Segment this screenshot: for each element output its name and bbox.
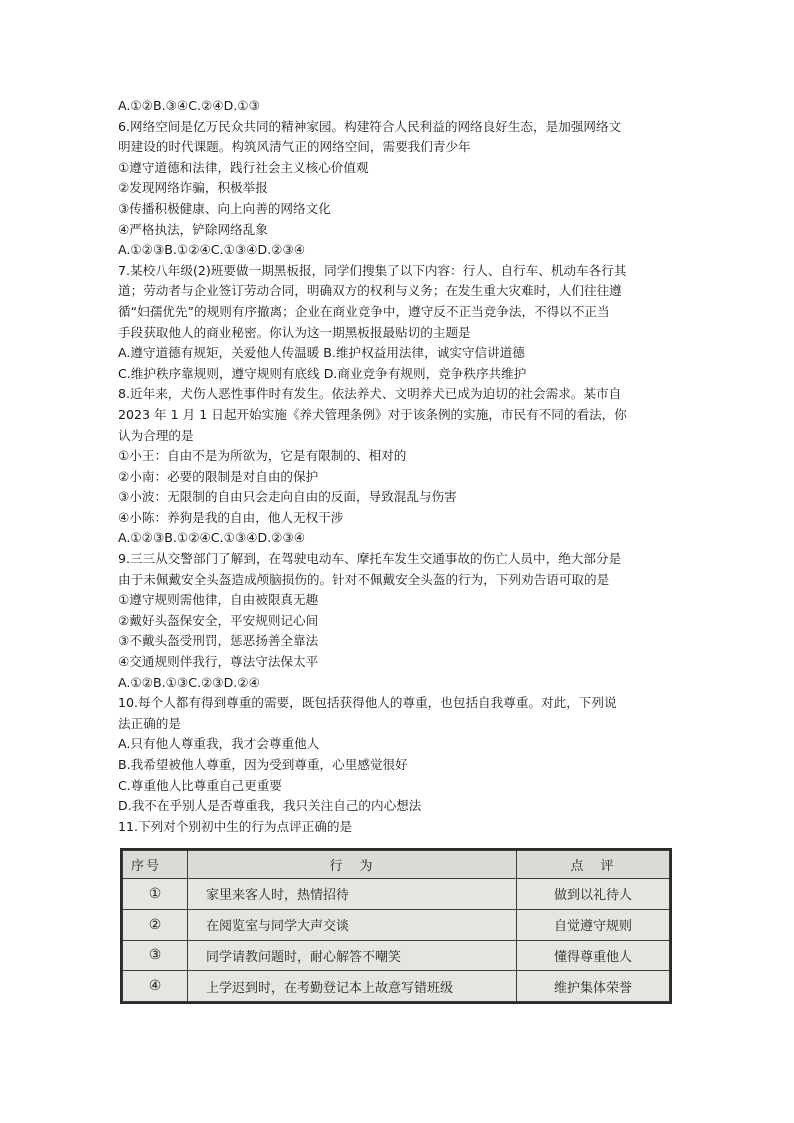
answer-options-line: A.①②B.①③C.②③D.②④ xyxy=(118,674,260,690)
statement-line: ③传播积极健康、向上向善的网络文化 xyxy=(118,200,331,216)
answer-options-line: A.①②③B.①②④C.①③④D.②③④ xyxy=(118,242,306,258)
answer-options-line: C.维护秩序靠规则，遵守规则有底线 D.商业竞争有规则，竞争秩序共维护 xyxy=(118,365,527,381)
statement-line: ①遵守规则需他律，自由被限真无趣 xyxy=(118,592,319,608)
table-header-row xyxy=(123,851,670,879)
answer-options-line: A.遵守道德有规矩，关爱他人传温暖 B.维护权益用法律，诚实守信讲道德 xyxy=(118,345,525,361)
table-row xyxy=(123,971,670,1002)
question-line: 8.近年来，犬伤人恶性事件时有发生。依法养犬、文明养犬已成为迫切的社会需求。某市自 xyxy=(118,386,622,402)
answer-options-line: D.我不在乎别人是否尊重我，我只关注自己的内心想法 xyxy=(118,798,422,814)
question-line: 10.每个人都有得到尊重的需要，既包括获得他人的尊重，也包括自我尊重。对此，下列说 xyxy=(118,695,617,711)
statement-line: ③小波：无限制的自由只会走向自由的反面，导致混乱与伤害 xyxy=(118,489,457,505)
question-line: 道；劳动者与企业签订劳动合同，明确双方的权利与义务；在发生重大灾难时，人们往往遵 xyxy=(118,283,622,299)
header-index: 序号 xyxy=(123,851,188,879)
row-index: ② xyxy=(123,909,188,940)
row-review: 懂得尊重他人 xyxy=(517,940,670,971)
statement-line: ④交通规则伴我行，尊法守法保太平 xyxy=(118,654,319,670)
row-review: 自觉遵守规则 xyxy=(517,909,670,940)
question-line: 由于未佩戴安全头盔造成颅脑损伤的。针对不佩戴安全头盔的行为，下列劝告语可取的是 xyxy=(118,571,610,587)
row-index: ③ xyxy=(123,940,188,971)
answer-options-line: A.①②B.③④C.②④D.①③ xyxy=(118,98,260,113)
row-behavior: 同学请教问题时，耐心解答不嘲笑 xyxy=(188,940,517,971)
statement-line: ①小王：自由不是为所欲为，它是有限制的、相对的 xyxy=(118,448,407,464)
question-line: 2023 年 1 月 1 日起开始实施《养犬管理条例》对于该条例的实施，市民有不同的看法，你 xyxy=(118,406,627,422)
answer-options-line: A.①②③B.①②④C.①③④D.②③④ xyxy=(118,530,306,546)
table-row xyxy=(123,940,670,971)
statement-line: ④小陈：养狗是我的自由，他人无权干涉 xyxy=(118,509,344,525)
question-text-block xyxy=(118,96,678,837)
statement-line: ①遵守道德和法律，践行社会主义核心价值观 xyxy=(118,159,369,175)
statement-line: ④严格执法，铲除网络乱象 xyxy=(118,221,268,237)
table-row xyxy=(123,879,670,910)
row-index: ① xyxy=(123,879,188,910)
header-review: 点 评 xyxy=(517,851,670,879)
row-review: 维护集体荣誉 xyxy=(517,971,670,1002)
row-behavior: 家里来客人时，热情招待 xyxy=(188,879,517,910)
statement-line: ②戴好头盔保安全，平安规则记心间 xyxy=(118,612,319,628)
question-line: 认为合理的是 xyxy=(118,427,194,443)
statement-line: ②小南：必要的限制是对自由的保护 xyxy=(118,468,319,484)
question-line: 法正确的是 xyxy=(118,715,181,731)
row-index: ④ xyxy=(123,971,188,1002)
answer-options-line: C.尊重他人比尊重自己更重要 xyxy=(118,777,282,793)
question-line: 9.三三从交警部门了解到，在驾驶电动车、摩托车发生交通事故的伤亡人员中，绝大部分是 xyxy=(118,551,622,567)
table-row xyxy=(123,909,670,940)
statement-line: ③不戴头盔受刑罚，惩恶扬善全靠法 xyxy=(118,633,319,649)
answer-options-line: A.只有他人尊重我，我才会尊重他人 xyxy=(118,736,320,752)
row-behavior: 上学迟到时，在考勤登记本上故意写错班级 xyxy=(188,971,517,1002)
statement-line: ②发现网络诈骗，积极举报 xyxy=(118,180,268,196)
header-behavior: 行 为 xyxy=(188,851,517,879)
behavior-review-table xyxy=(122,850,670,1002)
row-behavior: 在阅览室与同学大声交谈 xyxy=(188,909,517,940)
question-line: 手段获取他人的商业秘密。你认为这一期黑板报最贴切的主题是 xyxy=(118,324,471,340)
row-review: 做到以礼待人 xyxy=(517,879,670,910)
question-line: 循“妇孺优先”的规则有序撤离；企业在商业竞争中，遵守反不正当竞争法，不得以不正当 xyxy=(118,303,610,319)
question-line: 明建设的时代课题。构筑风清气正的网络空间，需要我们青少年 xyxy=(118,139,471,155)
question-line: 7.某校八年级(2)班要做一期黑板报，同学们搜集了以下内容：行人、自行车、机动车各行其 xyxy=(118,262,627,278)
question-line: 6.网络空间是亿万民众共同的精神家园。构建符合人民利益的网络良好生态，是加强网络文 xyxy=(118,118,622,134)
answer-options-line: B.我希望被他人尊重，因为受到尊重，心里感觉很好 xyxy=(118,757,408,772)
question-line: 11.下列对个别初中生的行为点评正确的是 xyxy=(118,818,353,834)
behavior-review-table-image xyxy=(120,848,672,1004)
